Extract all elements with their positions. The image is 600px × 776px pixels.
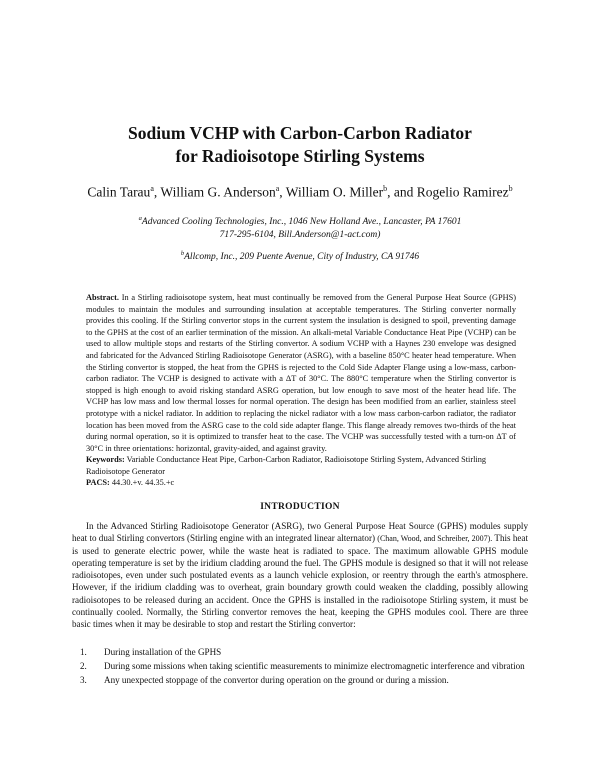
pacs-text: 44.30.+v. 44.35.+c	[111, 478, 175, 488]
abstract-label: Abstract.	[86, 293, 119, 302]
author-name: William O. Miller	[285, 184, 384, 200]
list-item	[72, 646, 528, 658]
author-name: William G. Anderson	[160, 184, 276, 200]
title-line-2: for Radioisotope Stirling Systems	[175, 146, 425, 166]
affiliation-a-line-1: Advanced Cooling Technologies, Inc., 1046 New Holland Ave., Lancaster, PA 17601	[141, 217, 462, 228]
affiliation-b	[0, 248, 600, 264]
list-text: During installation of the GPHS	[104, 647, 222, 657]
keywords-block	[86, 454, 516, 489]
author-name: Calin Tarau	[87, 184, 151, 200]
intro-text-a: In the Advanced Stirling Radioisotope Generator (ASRG), two General Purpose Heat Source (GPHS) modules supply heat to dual Stirling convertors (Stirling engine with an integrated linear alternator)	[72, 521, 528, 544]
author-affil-mark: a	[150, 184, 154, 193]
list-text: Any unexpected stoppage of the convertor during operation on the ground or during a mission.	[104, 675, 449, 686]
intro-paragraph	[72, 520, 528, 630]
author-separator: , and	[387, 184, 417, 200]
intro-text-b: This heat is used to generate electric power, while the waste heat is radiated to space. The maximum allowable GPHS module operating temperature is set by the iridium cladding around the fuel. The GPHS module is designed so that it will not release radioisotopes, even under such postulated events as a launch vehicle explosion, or reentry through the earth's atmosphere. However, if the iridium cladding was to overheat, grain boundary growth could weaken the cladding, possibly allowing radioisotopes to be released during an accident. Once the GPHS is installed in the radioisotope Stirling system, it must be continually cooled. Normally, the Stirling convertor removes the heat, keeping the GPHS modules cool. There are three basic times when it may be desirable to stop and restart the Stirling convertor:	[72, 533, 528, 629]
affiliation-mark: b	[180, 250, 185, 257]
list-item	[72, 660, 528, 672]
list-number: 3.	[80, 675, 87, 686]
author-name: Rogelio Ramirez	[416, 184, 509, 200]
abstract	[86, 292, 516, 454]
list-number: 2.	[80, 661, 87, 672]
author-separator: ,	[279, 184, 286, 200]
affiliation-a	[0, 213, 600, 241]
keywords-text: Variable Conductance Heat Pipe, Carbon-Carbon Radiator, Radioisotope Stirling System, Advanced Stirling Radioisotope Generator	[86, 455, 487, 476]
pacs-label: PACS:	[86, 478, 110, 488]
paper-title	[0, 122, 600, 168]
affiliation-b-line-1: Allcomp, Inc., 209 Puente Avenue, City of Industry, CA 91746	[184, 252, 420, 263]
affiliation-a-line-2: 717-295-6104, Bill.Anderson@1-act.com)	[219, 229, 381, 240]
list-text: During some missions when taking scientific measurements to minimize electromagnetic interference and vibration	[104, 661, 525, 672]
affiliation-mark: a	[138, 215, 142, 222]
author-list	[0, 180, 600, 202]
keywords-label: Keywords:	[86, 455, 125, 464]
author-affil-mark: b	[508, 184, 513, 193]
abstract-text: In a Stirling radioisotope system, heat must continually be removed from the General Purpose Heat Source (GPHS) modules to maintain the modules and surrounding insulation at acceptable temperatures. The Stirling converter normally provides this cooling. If the Stirling convertor stops in the current system the insulation is designed to spoil, preventing damage to the GPHS at the cost of an earlier termination of the mission. An alkali-metal Variable Conductance Heat Pipe (VCHP) can be used to allow multiple stops and restarts of the Stirling convertor. A sodium VCHP with a Haynes 230 envelope was designed and fabricated for the Advanced Stirling Radioisotope Generator (ASRG), with a baseline 850°C heater head temperature. When the Stirling convertor is stopped, the heat from the GPHS is rejected to the Cold Side Adapter Flange using a low-mass, carbon-carbon radiator. The VCHP is designed to activate with a ΔT of 30°C. The 880°C temperature when the Stirling convertor is stopped is high enough to avoid risking standard ASRG operation, but low enough to save most of the heater head life. The VCHP has low mass and low thermal losses for normal operation. The design has been modified from an earlier, stainless steel prototype with a nickel radiator. In addition to replacing the nickel radiator with a low mass carbon-carbon radiator, the radiator location has been moved from the ASRG case to the cold side adapter flange. This flange already removes two-thirds of the heat during normal operation, so it is optimized to transfer heat to the case. The VCHP was successfully tested with a turn-on ΔT of 30°C in three orientations: horizontal, gravity-aided, and against gravity.	[86, 293, 516, 453]
list-number: 1.	[80, 647, 87, 657]
citation: (Chan, Wood, and Schreiber, 2007).	[377, 534, 493, 544]
list-item	[72, 674, 528, 686]
author-affil-mark: a	[275, 184, 280, 193]
section-heading: INTRODUCTION	[260, 502, 340, 512]
author-separator: ,	[153, 184, 161, 200]
author-affil-mark: b	[383, 184, 388, 193]
numbered-list	[72, 646, 528, 688]
title-line-1: Sodium VCHP with Carbon-Carbon Radiator	[128, 123, 472, 143]
